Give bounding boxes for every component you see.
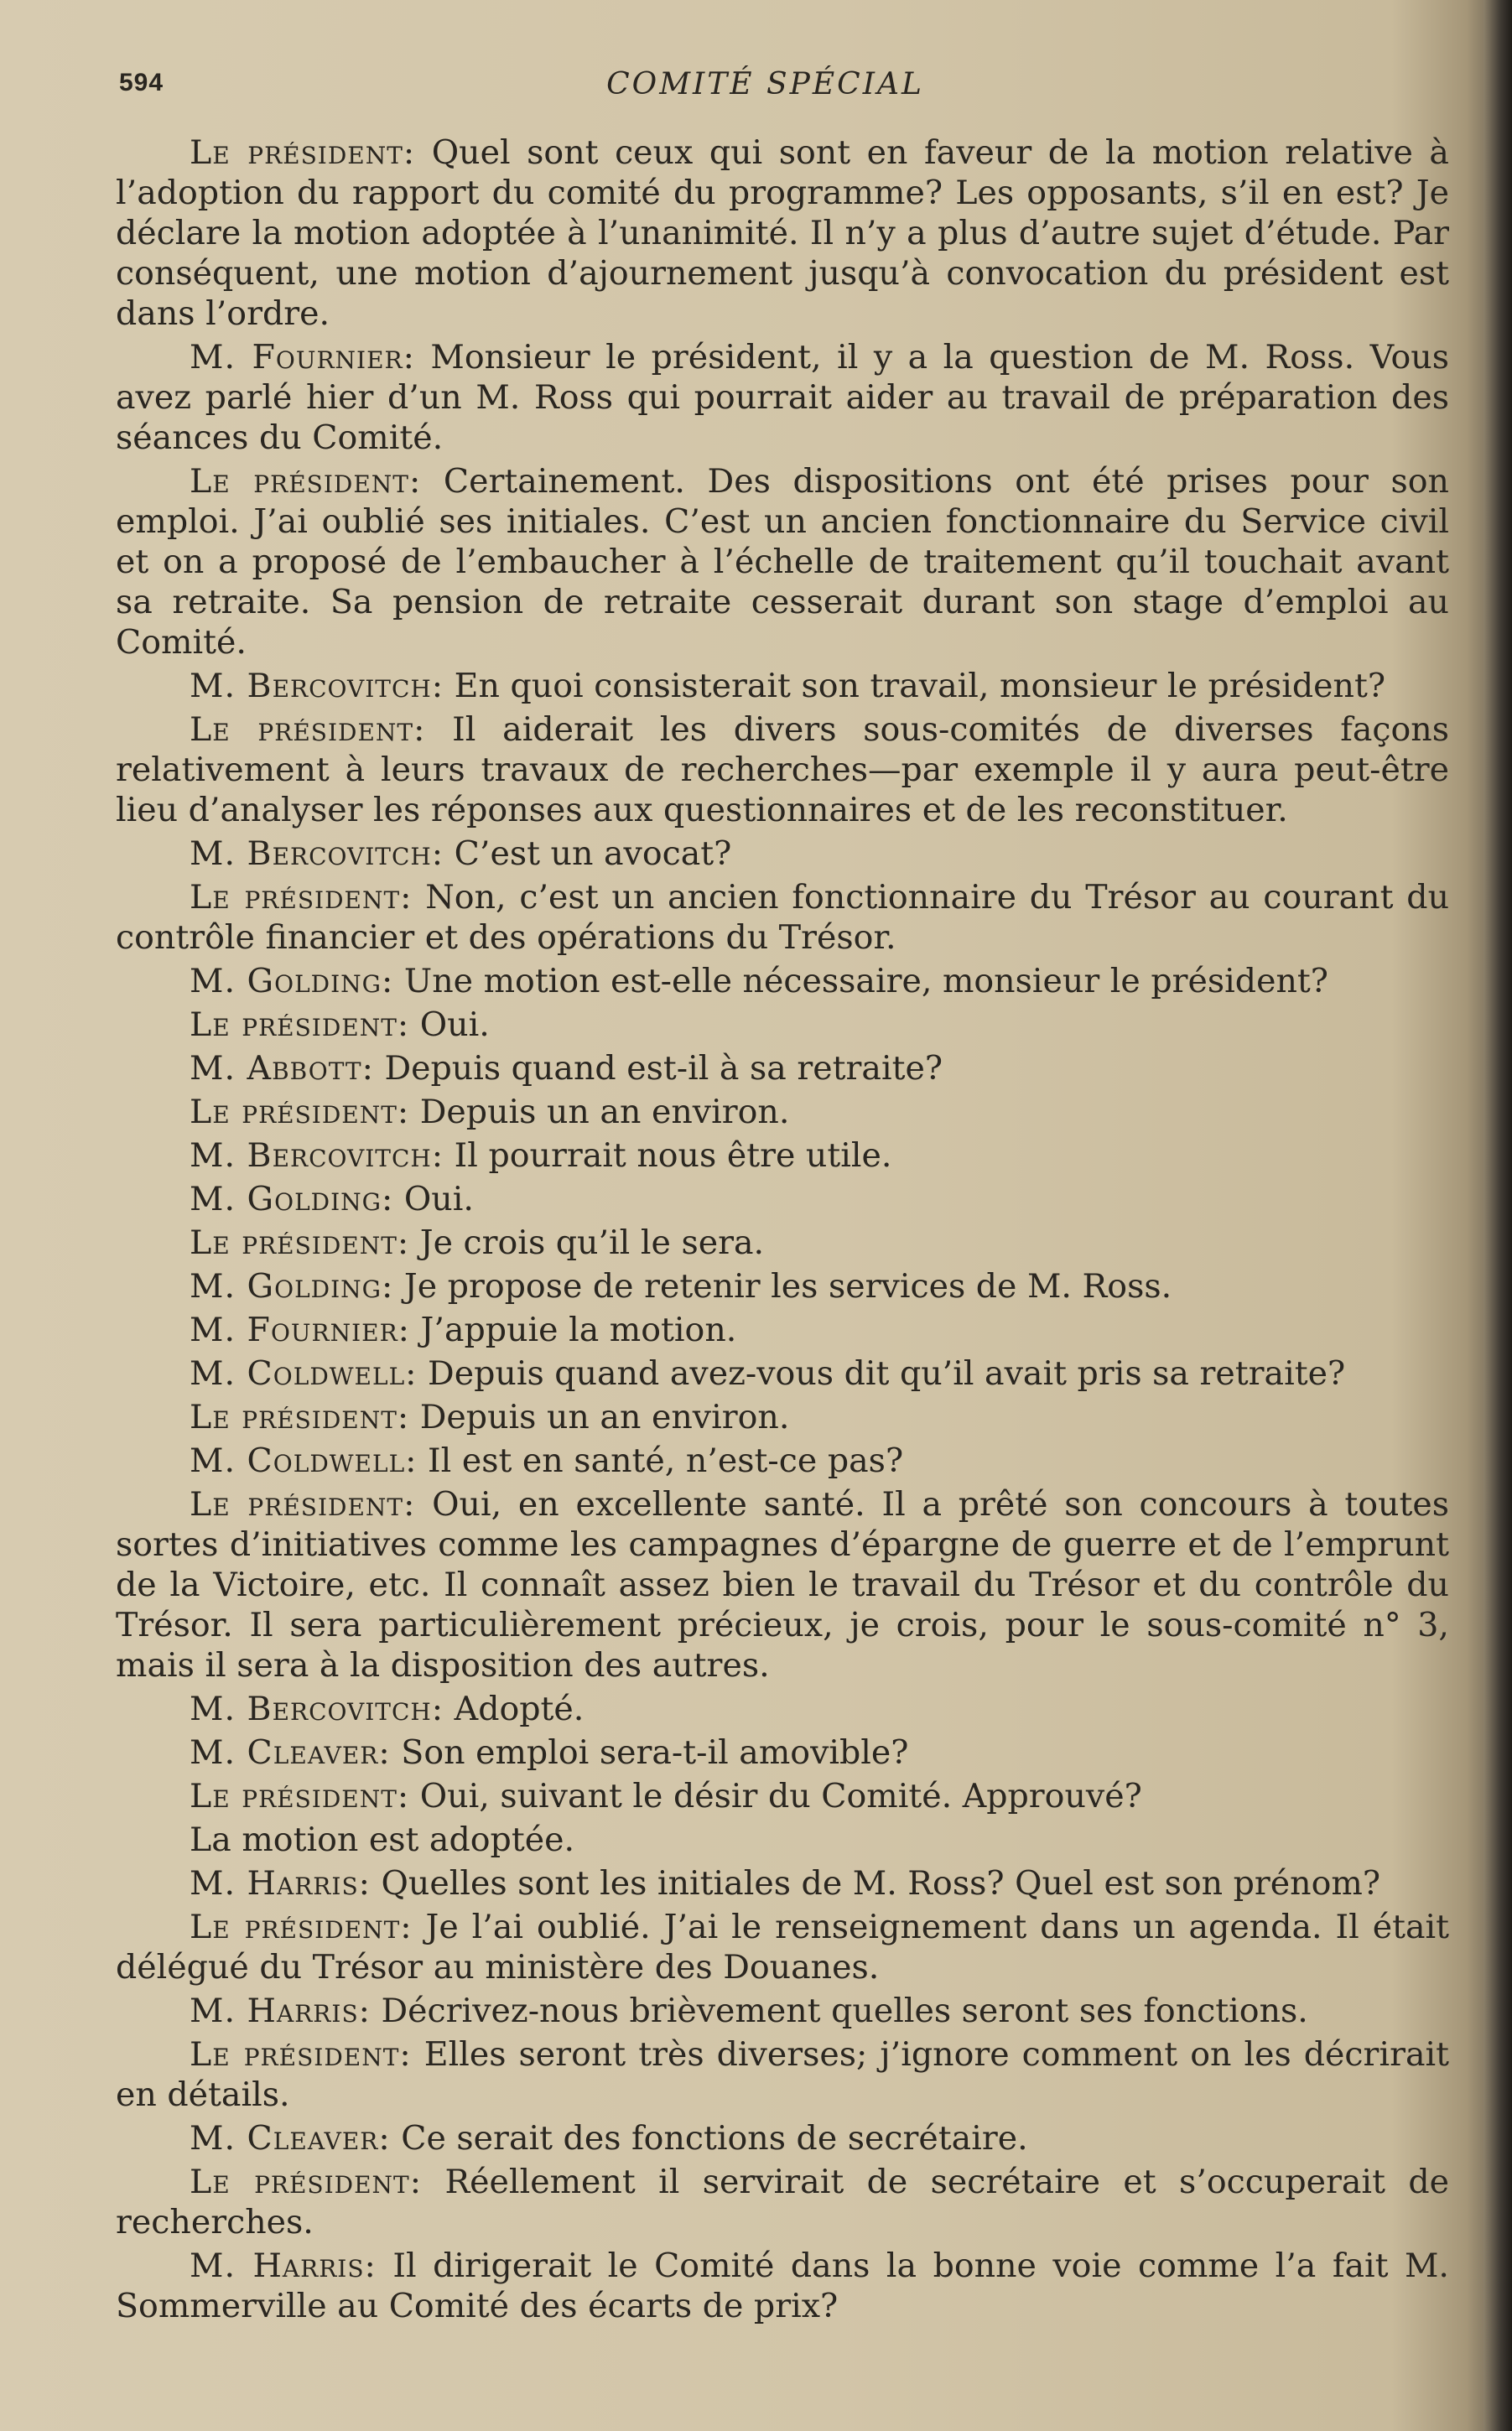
paragraph-text: Depuis quand avez-vous dit qu’il avait pris sa retraite? (417, 1354, 1346, 1393)
speaker-name: Le président: (190, 878, 413, 917)
paragraph (116, 834, 1449, 874)
paragraph-text: Son emploi sera-t-il amovible? (390, 1733, 909, 1772)
paragraph-text: Je l’ai oublié. J’ai le renseignement dans un agenda. Il était délégué du Trésor au ministère des Douanes. (116, 1908, 1450, 1987)
speaker-name: Le président: (190, 1005, 410, 1044)
paragraph-text: Depuis un an environ. (409, 1093, 790, 1131)
paragraph-text: Je propose de retenir les services de M. Ross. (393, 1267, 1172, 1306)
page-body (116, 132, 1449, 2330)
paragraph-text: Quel sont ceux qui sont en faveur de la motion relative à l’adoption du rapport du comité du programme? Les opposants, s’il en est? Je déclare la motion adoptée à l’unanimité. Il n’y a plus d’autre sujet d’étude. Par conséquent, une motion d’ajournement jusqu’à convocation du président est dans l’ordre. (116, 133, 1449, 333)
speaker-name: Le président: (190, 1908, 413, 1946)
speaker-name: M. Harris: (190, 2247, 377, 2285)
paragraph (116, 1484, 1449, 1686)
paragraph-text: Décrivez-nous brièvement quelles seront ses fonctions. (370, 1992, 1308, 2030)
page-edge-shadow (1483, 0, 1512, 2431)
speaker-name: M. Cleaver: (190, 2119, 391, 2158)
paragraph (116, 1266, 1449, 1306)
paragraph (116, 1179, 1449, 1219)
paragraph (116, 461, 1449, 662)
paragraph (116, 2118, 1449, 2158)
paragraph-text: Il dirigerait le Comité dans la bonne voie comme l’a fait M. Sommerville au Comité des écarts de prix? (116, 2247, 1449, 2325)
paragraph-text: J’appuie la motion. (410, 1311, 737, 1349)
speaker-name: M. Bercovitch: (190, 1690, 444, 1728)
paragraph-text: Une motion est-elle nécessaire, monsieur le président? (393, 962, 1328, 1000)
paragraph (116, 2162, 1449, 2242)
speaker-name: M. Bercovitch: (190, 667, 444, 705)
paragraph-text: Non, c’est un ancien fonctionnaire du Trésor au courant du contrôle financier et des opérations du Trésor. (116, 878, 1450, 957)
paragraph-text: C’est un avocat? (444, 834, 732, 873)
paragraph (116, 337, 1449, 458)
speaker-name: M. Golding: (190, 1180, 394, 1218)
paragraph-text: Il aiderait les divers sous-comités de diverses façons relativement à leurs travaux de recherches—par exemple il y aura peut-être lieu d’analyser les réponses aux questionnaires et de les reconstituer. (116, 710, 1449, 829)
speaker-name: M. Harris: (190, 1992, 371, 2030)
paragraph (116, 1310, 1449, 1350)
speaker-name: Le président: (190, 462, 422, 501)
paragraph (116, 1776, 1449, 1816)
paragraph-text: Oui, suivant le désir du Comité. Approuvé? (409, 1777, 1142, 1815)
speaker-name: M. Bercovitch: (190, 1136, 444, 1175)
speaker-name: Le président: (190, 1093, 410, 1131)
speaker-name: M. Golding: (190, 962, 394, 1000)
speaker-name: M. Fournier: (190, 338, 415, 377)
paragraph (116, 1135, 1449, 1176)
paragraph (116, 1353, 1449, 1394)
paragraph-text: Depuis un an environ. (409, 1398, 790, 1436)
speaker-name: Le président: (190, 1223, 410, 1262)
paragraph-text: Certainement. Des dispositions ont été prises pour son emploi. J’ai oublié ses initiales. C’est un ancien fonctionnaire du Service civil et on a proposé de l’embaucher à l’échelle de traitement qu’il touchait avant sa retraite. Sa pension de retraite cesserait durant son stage d’emploi au Comité. (116, 462, 1450, 662)
speaker-name: M. Harris: (190, 1864, 371, 1903)
paragraph-text: Elles seront très diverses; j’ignore comment on les décrirait en détails. (116, 2035, 1450, 2114)
page-header (119, 62, 1411, 104)
paragraph-text: Il est en santé, n’est-ce pas? (417, 1441, 904, 1480)
paragraph (116, 2034, 1449, 2115)
paragraph-text: Adopté. (444, 1690, 585, 1728)
paragraph-text: Oui, en excellente santé. Il a prêté son concours à toutes sortes d’initiatives comme les campagnes d’épargne de guerre et de l’emprunt de la Victoire, etc. Il connaît assez bien le travail du Trésor et du contrôle du Trésor. Il sera particulièrement précieux, je crois, pour le sous-comité n° 3, mais il sera à la disposition des autres. (116, 1485, 1450, 1685)
paragraph (116, 1991, 1449, 2031)
speaker-name: M. Coldwell: (190, 1354, 418, 1393)
running-head: COMITÉ SPÉCIAL (606, 67, 924, 101)
paragraph-text: Réellement il servirait de secrétaire et s’occuperait de recherches. (116, 2163, 1449, 2241)
speaker-name: M. Fournier: (190, 1311, 410, 1349)
paragraph-text: Oui. (393, 1180, 474, 1218)
speaker-name: Le président: (190, 133, 416, 172)
paragraph-text: En quoi consisterait son travail, monsieur le président? (444, 667, 1386, 705)
paragraph-text: La motion est adoptée. (190, 1821, 575, 1859)
paragraph (116, 1005, 1449, 1045)
paragraph-text: Quelles sont les initiales de M. Ross? Quel est son prénom? (370, 1864, 1381, 1903)
speaker-name: Le président: (190, 2035, 412, 2074)
paragraph-text: Depuis quand est-il à sa retraite? (373, 1049, 943, 1088)
speaker-name: M. Bercovitch: (190, 834, 444, 873)
paragraph (116, 1863, 1449, 1904)
page-number: 594 (119, 69, 164, 96)
paragraph-text: Il pourrait nous être utile. (444, 1136, 892, 1175)
paragraph (116, 1689, 1449, 1729)
paragraph-text: Monsieur le président, il y a la question de M. Ross. Vous avez parlé hier d’un M. Ross qui pourrait aider au travail de préparation des séances du Comité. (116, 338, 1449, 457)
paragraph-text: Je crois qu’il le sera. (409, 1223, 765, 1262)
paragraph (116, 1820, 1449, 1860)
paragraph (116, 1441, 1449, 1481)
paragraph (116, 877, 1449, 958)
paragraph (116, 1907, 1449, 1987)
paragraph-text: Ce serait des fonctions de secrétaire. (390, 2119, 1028, 2158)
paragraph (116, 2246, 1449, 2326)
paragraph (116, 1223, 1449, 1263)
paragraph (116, 1092, 1449, 1132)
paragraph (116, 1732, 1449, 1773)
speaker-name: Le président: (190, 710, 426, 749)
speaker-name: Le président: (190, 1398, 410, 1436)
paragraph (116, 709, 1449, 830)
speaker-name: M. Abbott: (190, 1049, 374, 1088)
paragraph-text: Oui. (409, 1005, 490, 1044)
speaker-name: Le président: (190, 2163, 423, 2201)
paragraph (116, 666, 1449, 706)
paragraph (116, 961, 1449, 1001)
speaker-name: M. Cleaver: (190, 1733, 391, 1772)
speaker-name: M. Golding: (190, 1267, 394, 1306)
paragraph (116, 1397, 1449, 1437)
speaker-name: M. Coldwell: (190, 1441, 418, 1480)
speaker-name: Le président: (190, 1485, 416, 1524)
paragraph (116, 132, 1449, 334)
speaker-name: Le président: (190, 1777, 410, 1815)
paragraph (116, 1048, 1449, 1088)
